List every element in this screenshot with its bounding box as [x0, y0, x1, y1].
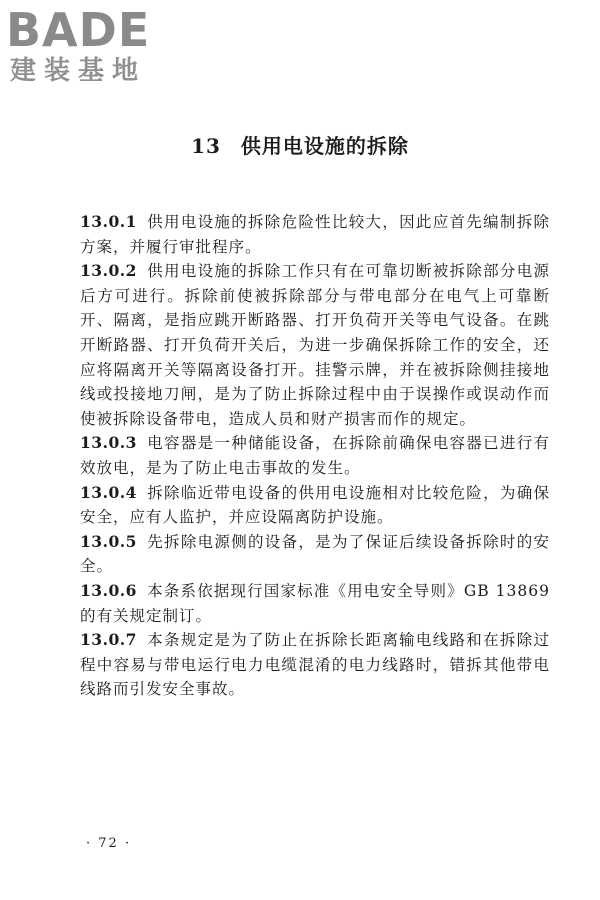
clause-number: 13.0.5 [80, 531, 137, 551]
chapter-number: 13 [191, 134, 221, 158]
clause-text: 供用电设施的拆除危险性比较大，因此应首先编制拆除方案，并履行审批程序。 [80, 213, 550, 256]
clause-13-0-5 [80, 530, 550, 579]
logo-brand: BADE [6, 3, 151, 57]
clause-text: 先拆除电源侧的设备，是为了保证后续设备拆除时的安全。 [80, 532, 550, 576]
page-number: · 72 · [86, 836, 132, 851]
clause-text: 本条规定是为了防止在拆除长距离输电线路和在拆除过程中容易与带电运行电力电缆混淆的电力线路时，错拆其他带电线路而引发安全事故。 [80, 631, 550, 699]
clause-text: 供用电设施的拆除工作只有在可靠切断被拆除部分电源后方可进行。拆除前使被拆除部分与带电部分在电气上可靠断开、隔离，是指应跳开断路器、打开负荷开关等电气设备。在跳开断路器、打开负荷开关后，为进一步确保拆除工作的安全，还应将隔离开关等隔离设备打开。挂警示牌，并在被拆除侧挂接地线或投接地刀闸，是为了防止拆除过程中由于误操作或误动作而使被拆除设备带电，造成人员和财产损害而作的规定。 [80, 262, 550, 428]
clause-list [80, 210, 550, 702]
watermark-logo [6, 4, 176, 86]
clause-number: 13.0.2 [80, 261, 137, 281]
clause-number: 13.0.4 [80, 482, 137, 502]
clause-number: 13.0.3 [80, 433, 137, 453]
clause-text: 本条系依据现行国家标准《用电安全导则》GB 13869 的有关规定制订。 [80, 581, 550, 625]
clause-13-0-6 [80, 579, 550, 628]
logo-subtitle: 建装基地 [10, 56, 147, 86]
clause-13-0-7 [80, 628, 550, 702]
clause-13-0-1 [80, 210, 550, 259]
clause-number: 13.0.6 [80, 580, 137, 600]
clause-number: 13.0.7 [80, 630, 137, 650]
clause-13-0-3 [80, 431, 550, 480]
clause-13-0-2 [80, 259, 550, 431]
clause-13-0-4 [80, 481, 550, 530]
clause-text: 电容器是一种储能设备，在拆除前确保电容器已进行有效放电，是为了防止电击事故的发生。 [80, 434, 550, 477]
chapter-title-text: 供用电设施的拆除 [240, 134, 409, 158]
chapter-title [0, 130, 600, 159]
clause-number: 13.0.1 [80, 212, 137, 231]
clause-text: 拆除临近带电设备的供用电设施相对比较危险，为确保安全，应有人监护，并应设隔离防护设施。 [80, 483, 550, 527]
